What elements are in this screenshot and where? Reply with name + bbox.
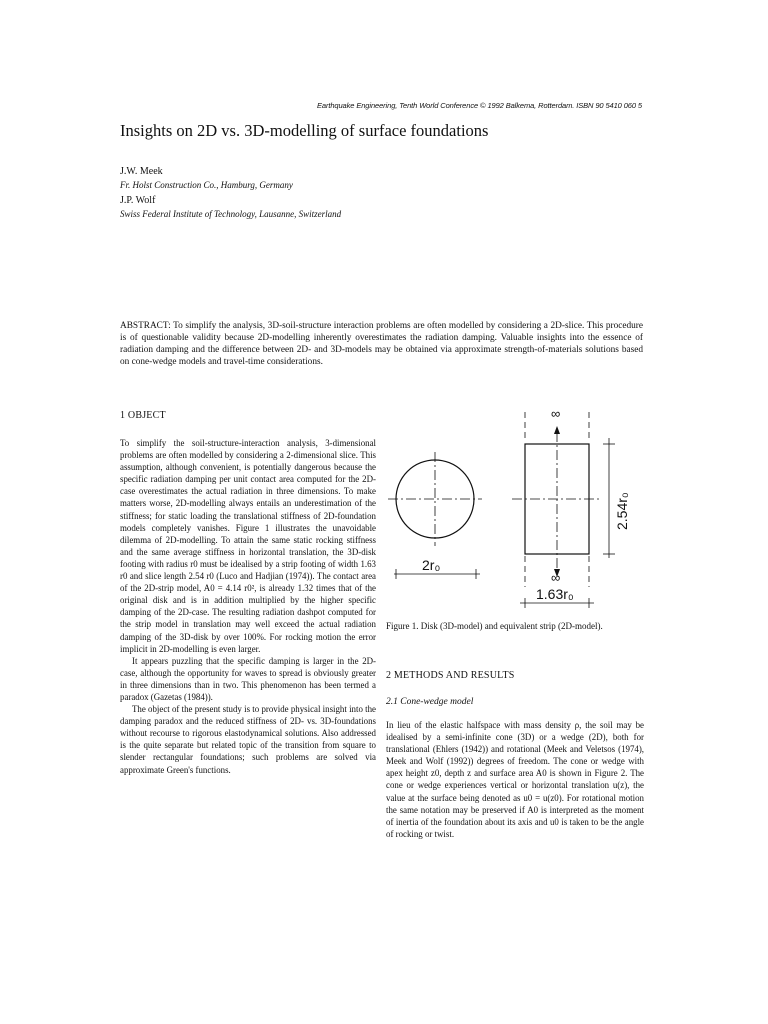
section-1-paragraph: To simplify the soil-structure-interaction analysis, 3-dimensional problems are often modelled by considering a 2-dimensional slice. This assumption, although convenient, is potentially dangerous because the specific radiation damping per unit contact area computed for the 2D-case overestimates the actual radiation in three dimensions. To make matters worse, 2D-modelling always entails an underestimation of the stiffness; for static loading the translational stiffness of 2D-foundation models completely vanishes. Figure 1 illustrates the unavoidable dilemma of 2D-modelling. To attain the same static rocking stiffness and the same average stiffness in horizontal translation, the 3D-disk footing with radius r0 must be idealised by a strip footing of width 1.63 r0 and slice length 2.54 r0 (Luco and Hadjian (1974)). The contact area of the 2D-strip model, A0 = 4.14 r0², is already 1.32 times that of the original disk and is in addition multiplied by the higher specific damping of the 2D-case. The resulting radiation dashpot computed for the strip model in translation may well exceed the actual radiation damping of the 3D-disk by over 100%. For rocking motion the error implicit in 2D-modelling is even larger. <box>120 438 376 654</box>
infinity-bottom-label: ∞ <box>551 570 561 585</box>
section-1-paragraph: The object of the present study is to provide physical insight into the damping paradox and the reduced stiffness of 2D- vs. 3D-foundations without recourse to rigorous elastodynamical solutions. Also addressed is the quite separate but related topic of the transition from square to slender rectangular foundations; such problems are solved via approximate Green's functions. <box>120 704 376 775</box>
author-1-name: J.W. Meek <box>120 166 163 177</box>
figure-1-caption: Figure 1. Disk (3D-model) and equivalent strip (2D-model). <box>386 621 603 631</box>
section-2-heading: 2 METHODS AND RESULTS <box>386 670 515 681</box>
strip-width-label: 1.63r₀ <box>536 586 574 602</box>
section-2-paragraph: In lieu of the elastic halfspace with mass density ρ, the soil may be idealised by a semi-infinite cone (3D) or a wedge (2D), both for translational (Ehlers (1942)) and rotational (Meek and Veletsos (1974), Meek and Wolf (1992)) degrees of freedom. The cone or wedge with apex height z0, depth z and surface area A0 is shown in Figure 2. The cone or wedge experiences vertical or horizontal translation u(z), the value at the surface being denoted as u0 = u(z0). For rotational motion the same notation may be preserved if A0 is interpreted as the moment of inertia of the foundation about its axis and u0 is taken to be the angle of rocking or twist. <box>386 720 644 839</box>
section-2-1-heading: 2.1 Cone-wedge model <box>386 697 474 707</box>
infinity-top-label: ∞ <box>551 406 561 421</box>
figure-1-drawing <box>380 402 650 622</box>
strip-length-label: 2.54r₀ <box>614 492 630 530</box>
section-1-heading: 1 OBJECT <box>120 410 166 421</box>
author-1-affiliation: Fr. Holst Construction Co., Hamburg, Germany <box>120 180 293 190</box>
citation-header: Earthquake Engineering, Tenth World Conference © 1992 Balkema, Rotterdam. ISBN 90 5410 060 5 <box>316 101 642 110</box>
paper-title: Insights on 2D vs. 3D-modelling of surface foundations <box>120 121 489 140</box>
disk-diameter-label: 2r₀ <box>422 557 441 573</box>
abstract: ABSTRACT: To simplify the analysis, 3D-soil-structure interaction problems are often modelled by considering a 2D-slice. This procedure is of questionable validity because 2D-modelling inherently overestimates the radiation damping. Valuable insights into the essence of radiation damping and the difference between 2D- and 3D-models may be obtained via approximate strength-of-materials solutions based on cone-wedge models and travel-time considerations. <box>120 321 643 367</box>
section-2-body <box>386 719 644 840</box>
section-1-body <box>120 437 376 776</box>
arrow-up-icon <box>554 426 560 434</box>
author-2-name: J.P. Wolf <box>120 195 156 206</box>
section-1-paragraph: It appears puzzling that the specific damping is larger in the 2D-case, although the opportunity for waves to spread is obviously greater in three dimensions than in two. This phenomenon has been termed a paradox (Gazetas (1984)). <box>120 655 376 702</box>
figure-1 <box>380 402 650 622</box>
author-2-affiliation: Swiss Federal Institute of Technology, Lausanne, Switzerland <box>120 209 342 219</box>
